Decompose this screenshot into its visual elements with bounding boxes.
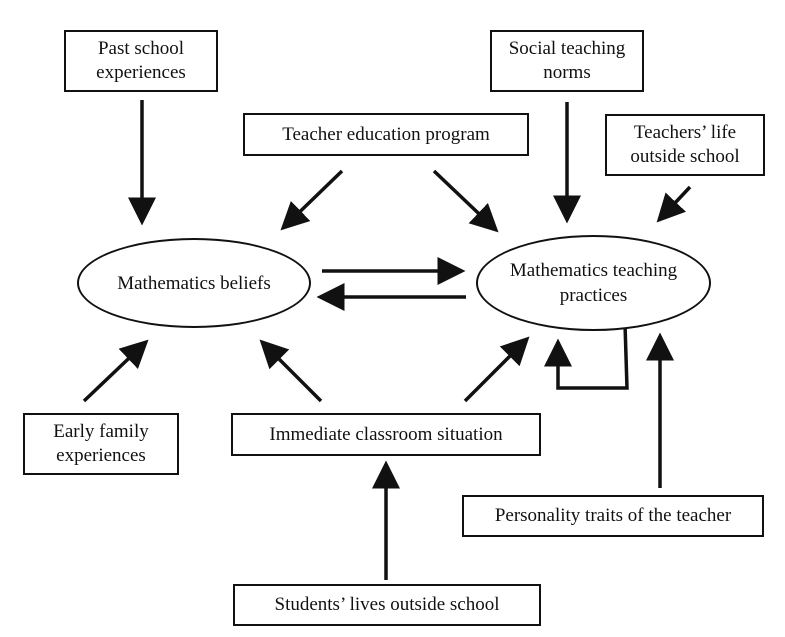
arrow-early-family-to-beliefs [84, 342, 146, 401]
node-personality-label: Personality traits of the teacher [494, 505, 732, 526]
arrow-classroom-to-beliefs [262, 342, 321, 401]
node-teachers-life-label: Teachers’ life outside school [630, 122, 740, 167]
node-personality [462, 495, 764, 537]
node-students-lives [233, 584, 541, 626]
node-social-norms [490, 30, 644, 92]
node-social-norms-label: Social teaching norms [508, 38, 626, 83]
arrow-teachers-life-to-practices [659, 187, 690, 220]
node-teacher-education-label: Teacher education program [282, 123, 490, 145]
node-classroom-situation [231, 413, 541, 456]
node-math-beliefs [77, 238, 311, 328]
node-past-school [64, 30, 218, 92]
arrow-teacher-ed-to-beliefs [283, 171, 342, 228]
node-math-practices-label: Mathematics teaching practices [509, 260, 678, 306]
node-past-school-label: Past school experiences [96, 38, 186, 83]
node-math-practices [476, 235, 711, 331]
node-teachers-life [605, 114, 765, 176]
arrow-classroom-to-practices [465, 339, 527, 401]
arrow-practices-self-loop [558, 324, 627, 388]
node-early-family [23, 413, 179, 475]
node-math-beliefs-label: Mathematics beliefs [117, 272, 271, 294]
arrow-teacher-ed-to-practices [434, 171, 496, 230]
node-early-family-label: Early family experiences [53, 421, 149, 466]
node-teacher-education [243, 113, 529, 156]
node-students-lives-label: Students’ lives outside school [274, 594, 500, 615]
node-classroom-situation-label: Immediate classroom situation [269, 423, 503, 445]
